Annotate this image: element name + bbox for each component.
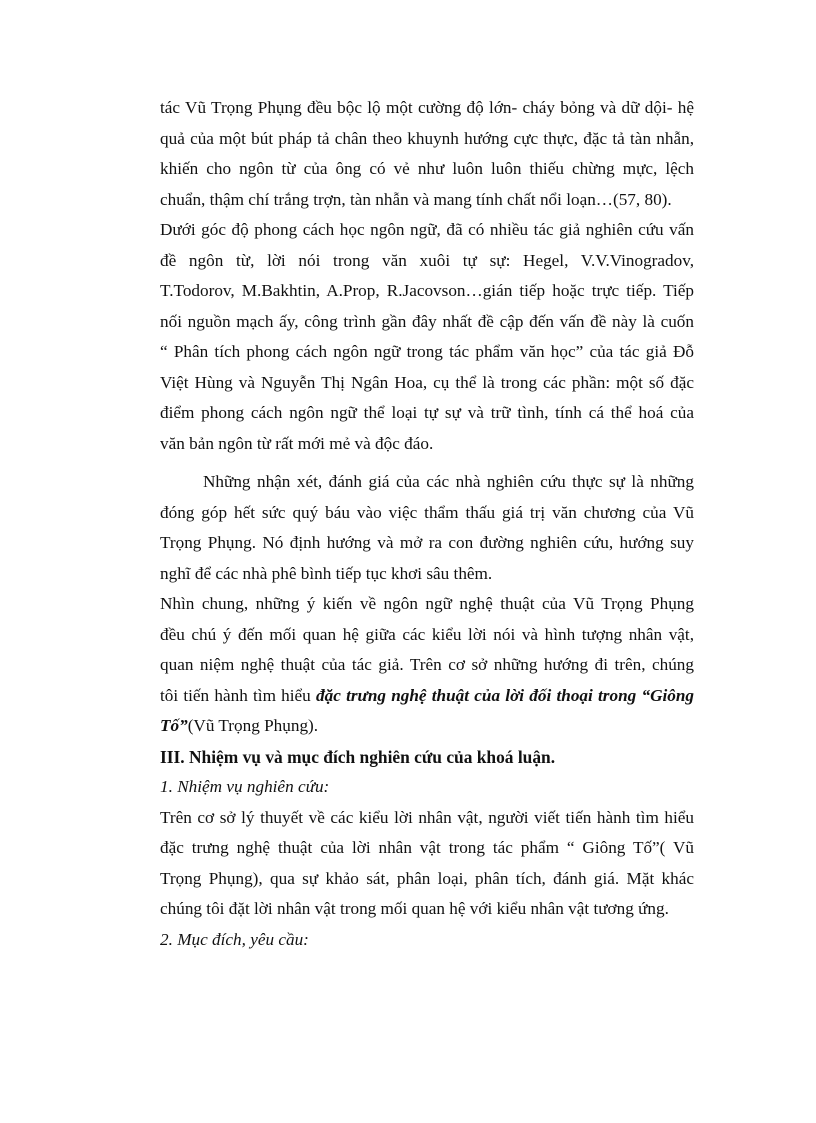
text-line: Dưới góc độ phong cách học ngôn ngữ, đã có nhiều tác giả nghiên cứu vấn — [160, 220, 694, 239]
text-line: đóng góp hết sức quý báu vào việc thẩm thấu giá trị văn chương của Vũ — [160, 502, 694, 522]
paragraph-overview — [160, 589, 694, 742]
paragraph-tasks — [160, 803, 694, 925]
text-line — [160, 711, 694, 742]
text-line: “ Phân tích phong cách ngôn ngữ trong tác phẩm văn học” của tác giả Đỗ — [160, 342, 694, 361]
text-line: Trọng Phụng. Nó định hướng và mở ra con đường nghiên cứu, hướng suy — [160, 533, 694, 552]
plain-text: tôi tiến hành tìm hiểu — [160, 685, 317, 705]
text-line: T.Todorov, M.Bakhtin, A.Prop, R.Jacovson…gián tiếp hoặc trực tiếp. Tiếp — [160, 281, 694, 300]
text-line: chúng tôi đặt lời nhân vật trong mối quan hệ với kiểu nhân vật tương ứng. — [160, 899, 669, 918]
subsection-heading-tasks: 1. Nhiệm vụ nghiên cứu: — [160, 777, 330, 796]
text-line: Nhìn chung, những ý kiến về ngôn ngữ nghệ thuật của Vũ Trọng Phụng — [160, 594, 694, 613]
text-line: nghĩ để các nhà phê bình tiếp tục khơi sâu thêm. — [160, 563, 493, 583]
text-line — [160, 681, 694, 712]
text-line: đặc trưng nghệ thuật của lời nhân vật trong tác phẩm “ Giông Tố”( Vũ — [160, 838, 694, 857]
subsection-heading-purpose: 2. Mục đích, yêu cầu: — [160, 929, 309, 949]
text-line: Trên cơ sở lý thuyết về các kiểu lời nhân vật, người viết tiến hành tìm hiểu — [160, 807, 694, 827]
plain-text: (Vũ Trọng Phụng). — [187, 716, 319, 735]
text-line: Những nhận xét, đánh giá của các nhà nghiên cứu thực sự là những — [203, 472, 694, 491]
text-line: tác Vũ Trọng Phụng đều bộc lộ một cường độ lớn- cháy bỏng và dữ dội- hệ — [160, 98, 694, 117]
paragraph-stylistics-research — [160, 215, 694, 459]
text-line: Trọng Phụng), qua sự khảo sát, phân loại, phân tích, đánh giá. Mặt khác — [160, 868, 694, 888]
text-line: khiến cho ngôn từ của ông có vẻ như luôn luôn thiếu chừng mực, lệch — [160, 159, 694, 178]
emphasis-topic: Tố” — [160, 716, 188, 735]
text-line: văn bản ngôn từ rất mới mẻ và độc đáo. — [160, 433, 434, 453]
document-page — [160, 93, 694, 955]
text-line: quả của một bút pháp tả chân theo khuynh hướng cực thực, đặc tả tàn nhẫn, — [160, 128, 694, 148]
text-line: Việt Hùng và Nguyễn Thị Ngân Hoa, cụ thể là trong các phần: một số đặc — [160, 372, 694, 392]
section-heading-iii: III. Nhiệm vụ và mục đích nghiên cứu của khoá luận. — [160, 746, 556, 767]
text-line: nối nguồn mạch ấy, công trình gần đây nhất đề cập đến vấn đề này là cuốn — [160, 311, 694, 331]
text-line: điểm phong cách ngôn ngữ thể loại tự sự và trữ tình, tính cá thể hoá của — [160, 403, 694, 422]
text-line: đề ngôn từ, lời nói trong văn xuôi tự sự: Hegel, V.V.Vinogradov, — [160, 250, 694, 270]
text-line: đều chú ý đến mối quan hệ giữa các kiểu lời nói và hình tượng nhân vật, — [160, 624, 694, 644]
text-line: chuẩn, thậm chí trắng trợn, tàn nhẫn và mang tính chất nổi loạn…(57, 80). — [160, 189, 672, 209]
paragraph-criticism-intensity — [160, 93, 694, 215]
emphasis-topic: đặc trưng nghệ thuật của lời đối thoại trong “Giông — [316, 685, 694, 705]
paragraph-researchers-contribution — [160, 467, 694, 589]
text-line: quan niệm nghệ thuật của tác giả. Trên cơ sở những hướng đi trên, chúng — [160, 655, 694, 674]
